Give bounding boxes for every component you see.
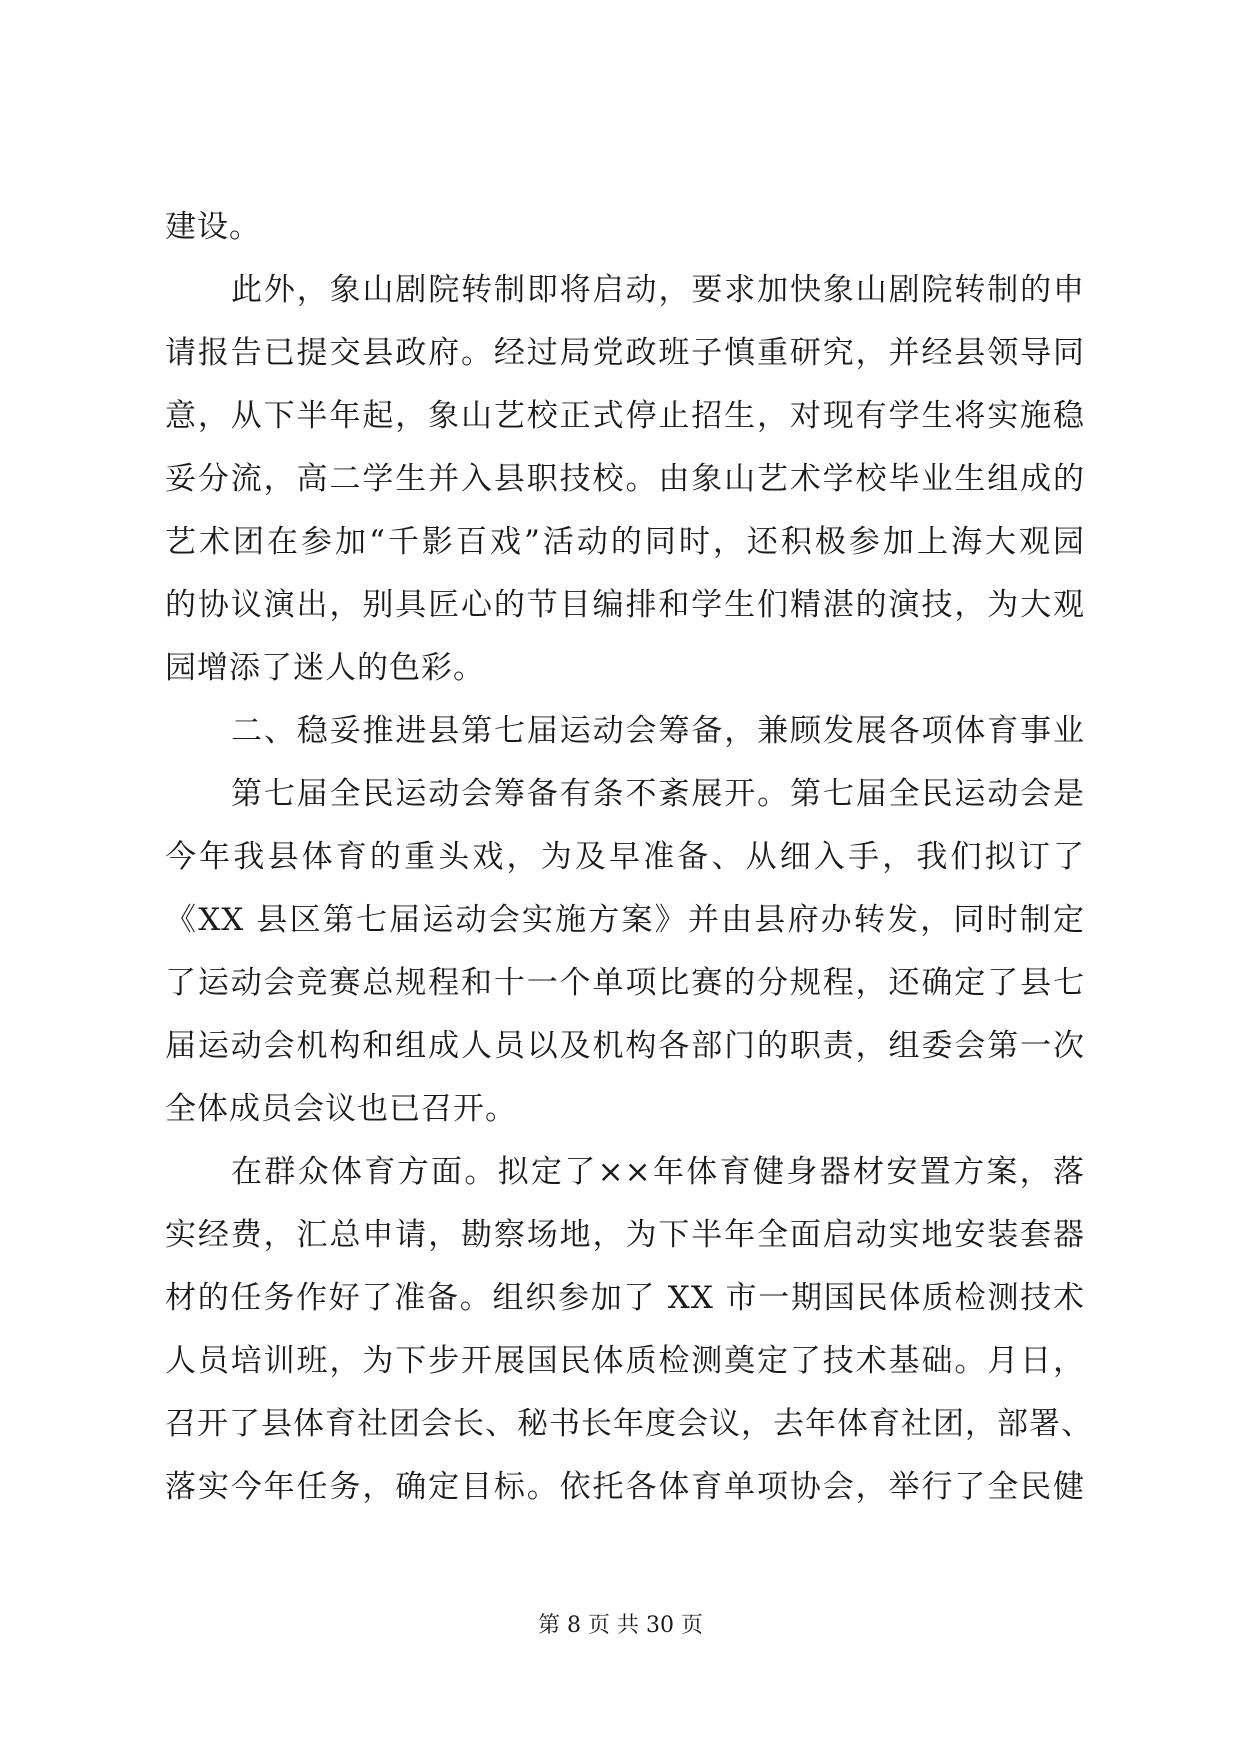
text-line: 园增添了迷人的色彩。 bbox=[165, 650, 485, 686]
text-line: 二、稳妥推进县第七届运动会筹备，兼顾发展各项体育事业 bbox=[231, 713, 1085, 749]
text-line: 实经费，汇总申请，勘察场地，为下半年全面启动实地安装套器 bbox=[165, 1217, 1085, 1253]
text-line: 召开了县体育社团会长、秘书长年度会议，去年体育社团，部署、 bbox=[165, 1406, 1093, 1442]
text-line: 人员培训班，为下步开展国民体质检测奠定了技术基础。月日， bbox=[165, 1343, 1085, 1379]
text-line: 的协议演出，别具匠心的节目编排和学生们精湛的演技，为大观 bbox=[165, 587, 1085, 623]
text-line: 意，从下半年起，象山艺校正式停止招生，对现有学生将实施稳 bbox=[165, 398, 1085, 434]
text-line: 今年我县体育的重头戏，为及早准备、从细入手，我们拟订了 bbox=[165, 839, 1085, 875]
text-line: 《XX 县区第七届运动会实施方案》并由县府办转发，同时制定 bbox=[165, 902, 1085, 938]
text-line: 艺术团在参加“千影百戏”活动的同时，还积极参加上海大观园 bbox=[165, 524, 1085, 560]
text-line: 全体成员会议也已召开。 bbox=[165, 1091, 517, 1127]
document-body bbox=[165, 196, 1093, 1519]
text-line: 落实今年任务，确定目标。依托各体育单项协会，举行了全民健 bbox=[165, 1469, 1085, 1505]
text-line: 在群众体育方面。拟定了××年体育健身器材安置方案，落 bbox=[231, 1154, 1085, 1190]
text-line: 建设。 bbox=[165, 209, 261, 245]
text-line: 第七届全民运动会筹备有条不紊展开。第七届全民运动会是 bbox=[231, 776, 1085, 812]
text-line: 此外，象山剧院转制即将启动，要求加快象山剧院转制的申 bbox=[231, 272, 1085, 308]
text-line: 了运动会竞赛总规程和十一个单项比赛的分规程，还确定了县七 bbox=[165, 965, 1085, 1001]
page-footer: 第 8 页 共 30 页 bbox=[538, 1613, 703, 1638]
text-line: 请报告已提交县政府。经过局党政班子慎重研究，并经县领导同 bbox=[165, 335, 1085, 371]
text-line: 妥分流，高二学生并入县职技校。由象山艺术学校毕业生组成的 bbox=[165, 461, 1085, 497]
text-line: 届运动会机构和组成人员以及机构各部门的职责，组委会第一次 bbox=[165, 1028, 1085, 1064]
text-line: 材的任务作好了准备。组织参加了 XX 市一期国民体质检测技术 bbox=[165, 1280, 1085, 1316]
